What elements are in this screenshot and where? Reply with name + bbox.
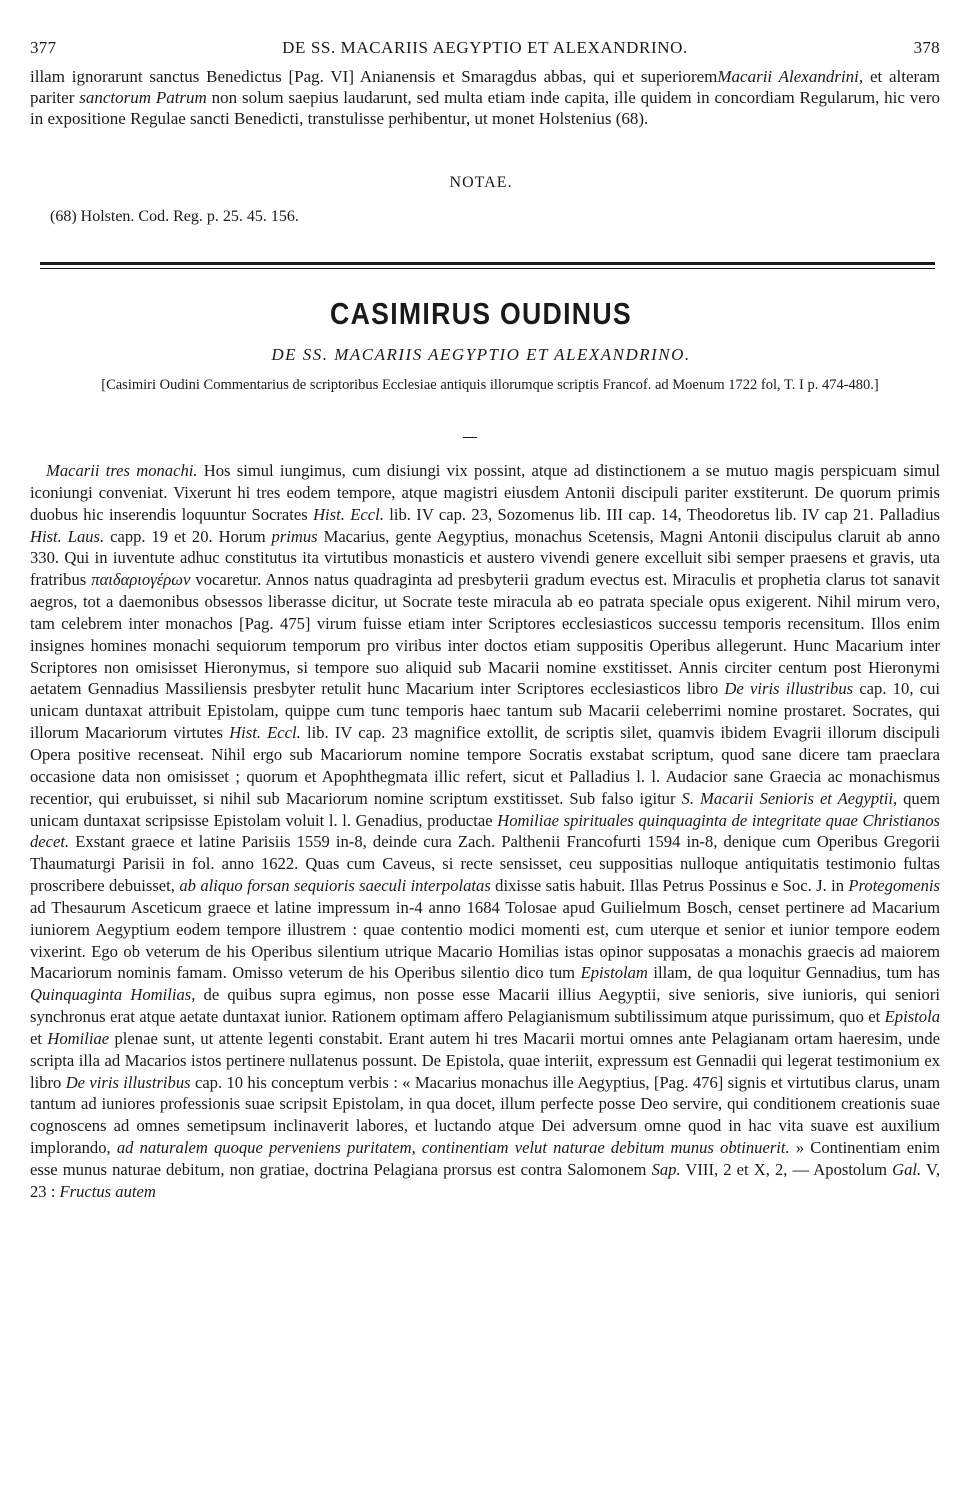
italic-run: primus [271, 526, 318, 546]
italic-run: Sap. [651, 1160, 681, 1179]
italic-run: Epistola [884, 1007, 940, 1027]
italic-run: Homiliae spirituales quinquaginta de integritate quae Christianos decet. [30, 810, 940, 852]
notes-heading: NOTAE. [449, 174, 513, 191]
text-run: ad Thesaurum Asceticum graece et latine impressum in-4 anno 1684 Tolosae apud Guilielmum Bosch, censet pertinere ad Macarium iuniorem Aegyptium eodem tempore illustrem : quae contentio modici momenti est, cum uterque et senior et iunior tempore eodem vixerint. Ego ob veterum de his Operibus silentium utrique Macario Homilias istas opinor supposatas a monachis graecis ad maiorem Macariorum nominis famam. Omisso veterum de his Operibus silentio dico tum [30, 897, 940, 983]
text-run: et alteram pariter [30, 67, 940, 107]
text-run: de quibus supra egimus, non posse esse Macarii illius Aegyptii, sive senioris, sive iunioris, qui seniori synchronus erat atque aetate duntaxat iunior. Rationem optimam affero Pelagianismum subtilissimum atque purissimum, quo et [30, 985, 940, 1027]
text-run: V, 23 : [30, 1160, 940, 1201]
article-subtitle: DE SS. MACARIIS AEGYPTIO ET ALEXANDRINO. [271, 345, 691, 364]
footnote: (68) Holsten. Cod. Reg. p. 25. 45. 156. [50, 208, 299, 225]
section-divider [40, 262, 935, 265]
italic-run: S. Macarii Senioris et Aegyptii, [681, 788, 898, 808]
text-run: et [30, 1028, 48, 1048]
running-header [30, 38, 940, 62]
italic-run: Hist. Laus. [30, 526, 105, 546]
italic-run: Epistolam [580, 963, 648, 983]
paragraph [30, 460, 940, 1203]
text-run: lib. IV cap. 23, Sozomenus lib. III cap. 14, Theodoretus lib. IV cap 21. Palladius [383, 504, 940, 524]
text-run: lib. IV cap. 23 magnifice extollit, de scriptis silet, quamvis ibidem Evagrii illorum discipuli Opera positive recenseat. Nihil ergo sub Macariorum nomine tempore Socratis exstabat scriptum, quod sane dicere tam praeclara occasione data non omisisset ; quorum et Apophthegmata illic refert, sicut et Palladius l. l. Audacior sane Graecia ac monachismus recentior, qui erubuisset, si nihil sub Macariorum nomine scriptum exstitisset. Sub falso igitur [30, 723, 941, 808]
italic-run: Hist. Eccl. [229, 723, 301, 743]
continued-paragraph [30, 66, 940, 129]
text-run: plenae sunt, ut attente legenti constabit. Erant autem hi tres Macarii mortui omnes ante Pelagianam ortam haeresim, unde scripta illa ad Macarios istos pertinere nullatenus possunt. De Epistola, quae interiit, expressum est Gennadii qui legerat testimonium ex libro [30, 1028, 941, 1092]
running-title: DE SS. MACARIIS AEGYPTIO ET ALEXANDRINO. [282, 38, 688, 57]
italic-run: Homiliae [47, 1028, 110, 1048]
italic-run: Macarii tres monachi. [46, 461, 198, 480]
body-text [30, 460, 940, 1203]
text-run: quem unicam duntaxat scripsisse Epistolam voluit l. l. Genadius, productae [30, 788, 940, 830]
italic-run: Hist. Eccl. [313, 504, 384, 524]
italic-run: ad naturalem quoque perveniens puritatem, continentiam velut naturae debitum munus obtinuerit. [116, 1138, 790, 1158]
text-run: Macarius, gente Aegyptius, monachus Scetensis, Magni Antonii discipulus claruit ab anno 330. Qui in iuventute adhuc constitutus ita virtutibus monasticis et austero vivendi genere excelluit sibi semper praesens et gravis, uta fratribus [30, 526, 940, 590]
italic-run: De viris illustribus [65, 1072, 191, 1092]
separator-dash [463, 437, 477, 438]
article-title: CASIMIRUS OUDINUS [330, 296, 632, 331]
text-run: vocaretur. Annos natus quadraginta ad presbyterii gradum evectus est. Miraculis et prophetia clarus tot sanavit aegros, tot a daemonibus obsessos liberasse dicitur, ut Socrate teste miracula ab eo patrata speciale opus exigerent. Nihil mirum vero, tam celebrem inter monachos [Pag. 475] virum fuisse etiam inter Scriptores ecclesiasticos successu temporis recensitum. Illos enim insignes homines monachi sequiorum temporum pro viribus inter doctos etiam suppositis Operibus allegerunt. Hunc Macarium inter Scriptores non omisisset Hieronymus, si tempore suo aliquid sub Macarii nomine exstitisset. Annis circiter centum post Hieronymi aetatem Gennadius Massiliensis presbyter retulit hunc Macarium inter Scriptores ecclesiasticos libro [30, 570, 940, 699]
text-run: capp. 19 et 20. Horum [104, 526, 272, 546]
italic-run: Macarii Alexandrini, [717, 67, 864, 86]
italic-run: Fructus autem [59, 1181, 156, 1201]
text-run: illam, de qua loquitur Gennadius, tum has [647, 963, 940, 983]
text-run: non solum saepius laudarunt, sed multa etiam inde capita, ille quidem in concordiam Regularum, hic vero in expositione Regulae sancti Benedicti, transtulisse perhibentur, ut monet Holstenius (68). [30, 88, 941, 128]
italic-run: sanctorum Patrum [79, 88, 207, 107]
greek-run: παιδαριογέρων [91, 570, 191, 590]
right-page-number: 378 [913, 38, 940, 57]
source-citation: [Casimiri Oudini Commentarius de scriptoribus Ecclesiae antiquis illorumque scriptis Francof. ad Moenum 1722 fol, T. I p. 474-480.] [101, 377, 879, 393]
italic-run: Protegomenis [848, 876, 940, 896]
left-page-number: 377 [30, 38, 57, 57]
text-run: Hos simul iungimus, cum disiungi vix possint, atque ad distinctionem a se mutuo magis perspicuam simul iconiungi conveniat. Vixerunt hi tres eodem tempore, atque magistri eiusdem Antonii discipuli pariter exstiterunt. De quorum primis duobus hic inserendis loquuntur Socrates [30, 461, 941, 524]
italic-run: De viris illustribus [724, 679, 854, 699]
text-run: Exstant graece et latine Parisiis 1559 in-8, deinde cura Zach. Palthenii Francofurti 1594 in-8, denique cum Operibus Gregorii Thaumaturgi Parisii in fol. anno 1622. Quas cum Caveus, si recte sensisset, ceu suppositias nulloque antiquitatis testimonio fultas proscribere debuisset, [30, 832, 940, 896]
text-run: VIII, 2 et X, 2, — Apostolum [680, 1160, 893, 1179]
italic-run: Gal. [892, 1160, 922, 1179]
text-run: cap. 10 his conceptum verbis : « Macarius monachus ille Aegyptius, [Pag. 476] signis et virtutibus clarus, unam tantum ad iuniores professionis suae scripsit Epistolam, in qua docet, illum perfecte posse Deo servire, qui conditionem creationis suae cognoscens ad omnes semetipsum inclinaverit labores, et luctando atque Dei adversum omne quod in hac vita suave est auxilium implorando, [30, 1072, 940, 1158]
text-run: cap. 10, cui unicam duntaxat attribuit Epistolam, quippe cum tunc temporis haec tantum sub Macarii celeberrimi nomine prostaret. Socrates, qui illorum Macariorum virtutes [30, 679, 940, 743]
italic-run: Quinquaginta Homilias, [30, 985, 196, 1005]
italic-run: ab aliquo forsan sequioris saeculi interpolatas [179, 876, 491, 896]
text-run: illam ignorarunt sanctus Benedictus [Pag. VI] Anianensis et Smaragdus abbas, qui et superiorem [30, 67, 718, 86]
text-run: » Continentiam enim esse munus naturae debitum, non gratiae, doctrina Pelagiana prorsus est contra Salomonem [30, 1138, 940, 1179]
text-run: dixisse satis habuit. Illas Petrus Possinus e Soc. J. in [490, 876, 849, 896]
section-divider-thin [40, 268, 935, 269]
